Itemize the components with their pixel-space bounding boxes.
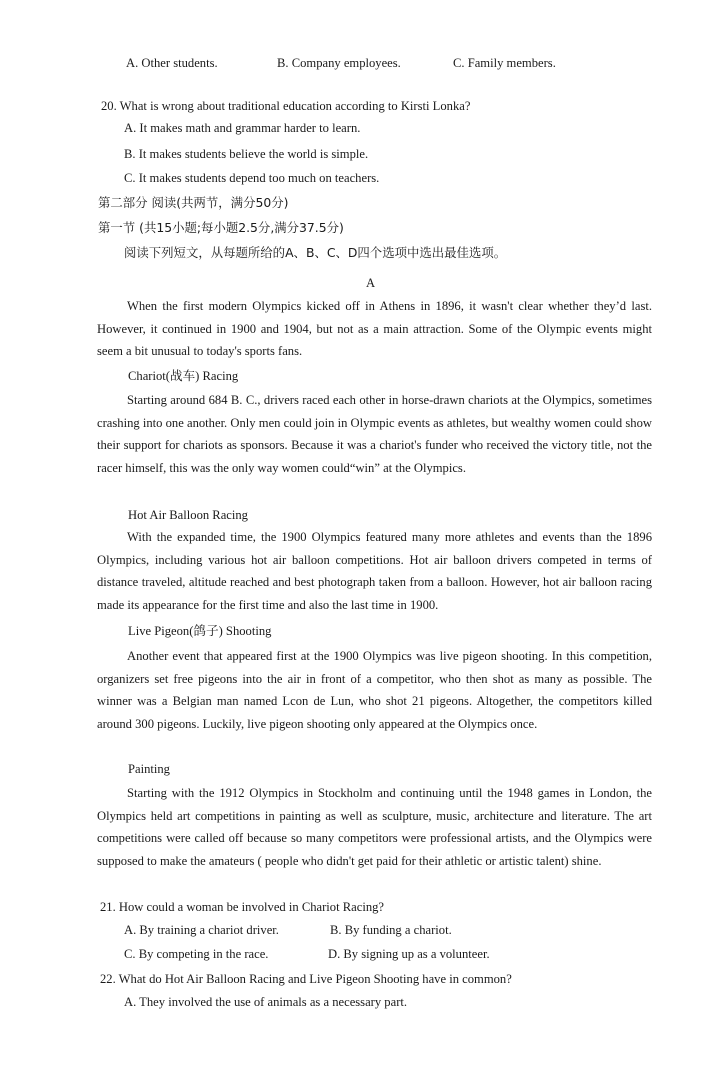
passage-intro: [97, 295, 652, 363]
q20-option-a: A. It makes math and grammar harder to learn.: [124, 121, 361, 135]
heading-painting: Painting: [128, 762, 170, 776]
q21-option-b: B. By funding a chariot.: [330, 923, 452, 937]
paragraph-pigeon-shooting: [97, 645, 652, 735]
q21-option-d: D. By signing up as a volunteer.: [328, 947, 490, 961]
passage-intro-text: When the first modern Olympics kicked off in Athens in 1896, it wasn't clear whether they’d last. However, it continued in 1900 and 1904, but not as a main attraction. Some of the Olympic events might seem a bit unusual to today's sports fans.: [97, 299, 652, 359]
q21-option-c: C. By competing in the race.: [124, 947, 269, 961]
q22-option-a: A. They involved the use of animals as a necessary part.: [124, 995, 408, 1009]
paragraph-painting: [97, 782, 652, 872]
q22-stem: 22. What do Hot Air Balloon Racing and Live Pigeon Shooting have in common?: [100, 972, 512, 986]
paragraph-chariot-text: Starting around 684 B. C., drivers raced each other in horse-drawn chariots at the Olympics, sometimes crashing into one another. Only men could join in Olympic events as athletes, but wealthy women could show their support for chariots as sponsors. Because it was a chariot's funder who received the victory title, not the racer himself, this was the only way women could“win” at the Olympics.: [97, 393, 652, 475]
paragraph-balloon-racing: [97, 526, 652, 616]
q19-option-c: C. Family members.: [453, 56, 556, 70]
q21-option-a: A. By training a chariot driver.: [124, 923, 279, 937]
paragraph-painting-text: Starting with the 1912 Olympics in Stockholm and continuing until the 1948 games in London, the Olympics held art competitions in painting as well as sculpture, music, architecture and literature. The art competitions were called off because so many competitors were professional artists, and the Olympics were supposed to make the amateurs ( people who didn't get paid for their athletic or artistic talent) shine.: [97, 786, 652, 868]
q21-stem: 21. How could a woman be involved in Chariot Racing?: [100, 900, 384, 914]
q20-stem: 20. What is wrong about traditional education according to Kirsti Lonka?: [101, 99, 471, 113]
heading-pigeon-shooting: Live Pigeon(鸽子) Shooting: [128, 624, 272, 638]
paragraph-pigeon-text: Another event that appeared first at the 1900 Olympics was live pigeon shooting. In this competition, organizers set free pigeons into the air in front of a competitor, who then shot as many as possible. The winner was a Belgian man named Lcon de Lun, who shot 21 pigeons. Altogether, the competitors killed around 300 pigeons. Luckily, live pigeon shooting only appeared at the Olympics once.: [97, 649, 652, 731]
paragraph-balloon-text: With the expanded time, the 1900 Olympics featured many more athletes and events than the 1896 Olympics, including various hot air balloon competitions. Hot air balloon drivers competed in terms of distance traveled, altitude reached and best photograph taken from a balloon. However, hot air balloon racing made its appearance for the first time and also the last time in 1900.: [97, 530, 652, 612]
heading-chariot-racing: Chariot(战车) Racing: [128, 369, 239, 383]
passage-letter: A: [366, 276, 376, 290]
q19-option-b: B. Company employees.: [277, 56, 401, 70]
section-instruction: 阅读下列短文，从每题所给的A、B、C、D四个选项中选出最佳选项。: [124, 245, 507, 260]
section-sub-heading: 第一节 (共15小题;每小题2.5分,满分37.5分): [98, 220, 344, 235]
section-part-heading: 第二部分 阅读(共两节，满分50分): [98, 195, 289, 210]
heading-balloon-racing: Hot Air Balloon Racing: [128, 508, 248, 522]
q20-option-b: B. It makes students believe the world is simple.: [124, 147, 369, 161]
q20-option-c: C. It makes students depend too much on teachers.: [124, 171, 380, 185]
paragraph-chariot-racing: [97, 389, 652, 479]
q19-option-a: A. Other students.: [126, 56, 218, 70]
